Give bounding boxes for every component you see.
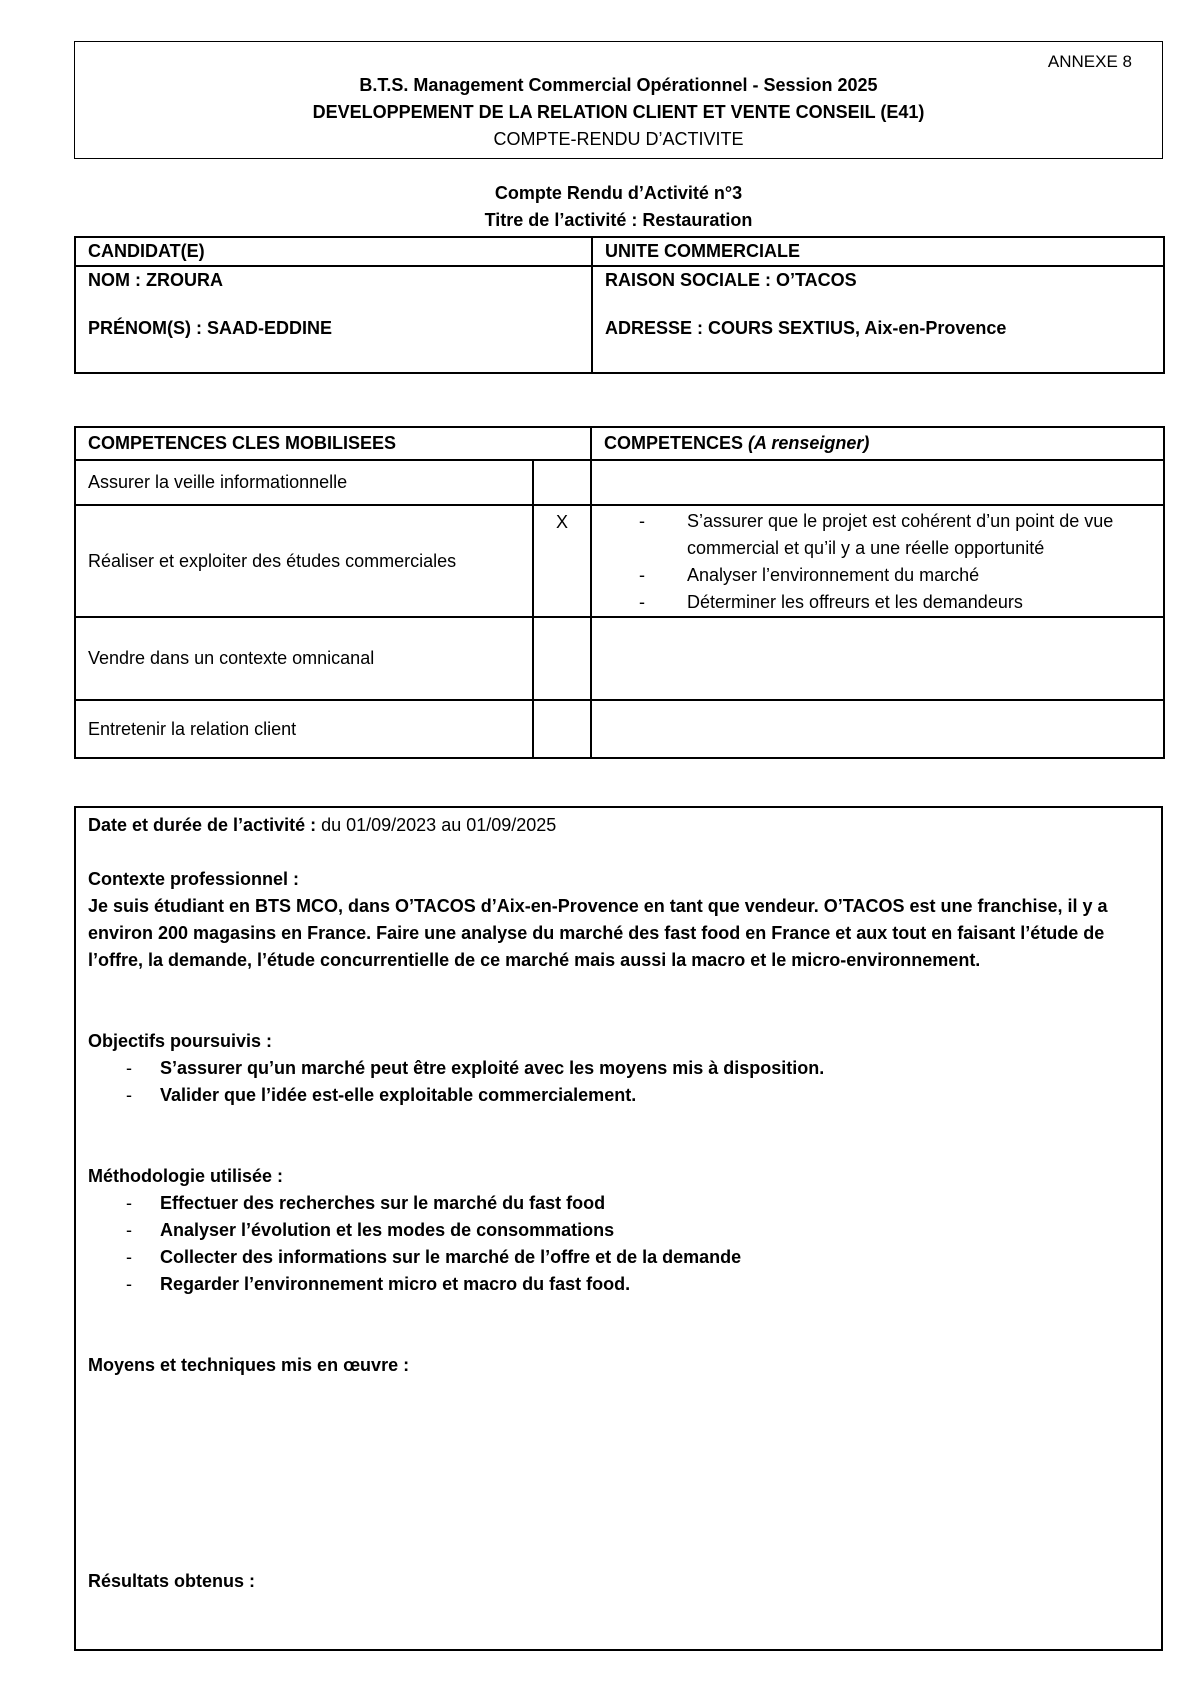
moyens-label: Moyens et techniques mis en œuvre : (88, 1355, 410, 1375)
commercial-unit-header: UNITE COMMERCIALE (592, 237, 1164, 266)
activity-box (74, 806, 1163, 1651)
header-title-line3: COMPTE-RENDU D’ACTIVITE (493, 129, 744, 149)
objectif-item: - S’assurer qu’un marché peut être exploité avec les moyens mis à disposition. (88, 1055, 1149, 1082)
header-title-line2: DEVELOPPEMENT DE LA RELATION CLIENT ET VENTE CONSEIL (E41) (312, 102, 925, 122)
competence-row-details (591, 700, 1164, 758)
contexte-label: Contexte professionnel : (88, 869, 300, 889)
date-value: du 01/09/2023 au 01/09/2025 (316, 815, 557, 835)
raison-sociale: RAISON SOCIALE : O’TACOS (605, 270, 857, 290)
competences-header-text: COMPETENCES (604, 433, 749, 453)
competence-row-mark: X (533, 505, 591, 617)
competence-row-mark (533, 617, 591, 700)
methodologie-item: - Collecter des informations sur le marché de l’offre et de la demande (88, 1244, 1149, 1271)
candidate-header: CANDIDAT(E) (75, 237, 592, 266)
competence-detail-item: - Analyser l’environnement du marché (639, 562, 1151, 589)
candidate-cell (75, 266, 592, 373)
commercial-unit-cell (592, 266, 1164, 373)
competence-detail-list (639, 508, 1151, 616)
competences-table (74, 426, 1165, 759)
date-label: Date et durée de l’activité : (88, 815, 317, 835)
header-box (74, 41, 1163, 159)
competence-detail-item: - S’assurer que le projet est cohérent d’un point de vue commercial et qu’il y a une réelle opportunité (639, 508, 1151, 562)
resultats-label: Résultats obtenus : (88, 1571, 256, 1591)
competence-row-label: Vendre dans un contexte omnicanal (75, 617, 533, 700)
adresse: ADRESSE : COURS SEXTIUS, Aix-en-Provence (605, 318, 1007, 338)
competence-row-label: Assurer la veille informationnelle (75, 460, 533, 505)
methodologie-item: - Regarder l’environnement micro et macro du fast food. (88, 1271, 1149, 1298)
competences-header-note: (A renseigner) (748, 433, 870, 453)
competence-row-label: Réaliser et exploiter des études commerciales (75, 505, 533, 617)
competence-row-mark (533, 460, 591, 505)
competence-row-label: Entretenir la relation client (75, 700, 533, 758)
report-title: Compte Rendu d’Activité n°3 (494, 183, 743, 203)
candidate-table (74, 236, 1165, 374)
activity-title: Titre de l’activité : Restauration (484, 210, 753, 230)
objectifs-list (88, 1055, 1149, 1109)
contexte-text: Je suis étudiant en BTS MCO, dans O’TACOS d’Aix-en-Provence en tant que vendeur. O’TACOS est une franchise, il y a environ 200 magasins en France. Faire une analyse du marché des fast food en France et aux tout en faisant l’étude de l’offre, la demande, l’étude concurrentielle de ce marché mais aussi la macro et le micro-environnement. (88, 896, 1108, 970)
candidate-prenom: PRÉNOM(S) : SAAD-EDDINE (88, 318, 333, 338)
competence-row-mark (533, 700, 591, 758)
competences-cles-header: COMPETENCES CLES MOBILISEES (75, 427, 591, 460)
competence-row-details (591, 617, 1164, 700)
objectifs-label: Objectifs poursuivis : (88, 1031, 273, 1051)
header-title-line1: B.T.S. Management Commercial Opérationnel - Session 2025 (359, 75, 878, 95)
methodologie-item: - Effectuer des recherches sur le marché du fast food (88, 1190, 1149, 1217)
candidate-nom: NOM : ZROURA (88, 270, 223, 290)
competence-row-details (591, 505, 1164, 617)
methodologie-list (88, 1190, 1149, 1298)
methodologie-label: Méthodologie utilisée : (88, 1166, 284, 1186)
objectif-item: - Valider que l’idée est-elle exploitable commercialement. (88, 1082, 1149, 1109)
methodologie-item: - Analyser l’évolution et les modes de consommations (88, 1217, 1149, 1244)
annexe-label: ANNEXE 8 (1047, 52, 1132, 71)
competence-detail-item: - Déterminer les offreurs et les demandeurs (639, 589, 1151, 616)
competence-row-details (591, 460, 1164, 505)
competences-header (591, 427, 1164, 460)
